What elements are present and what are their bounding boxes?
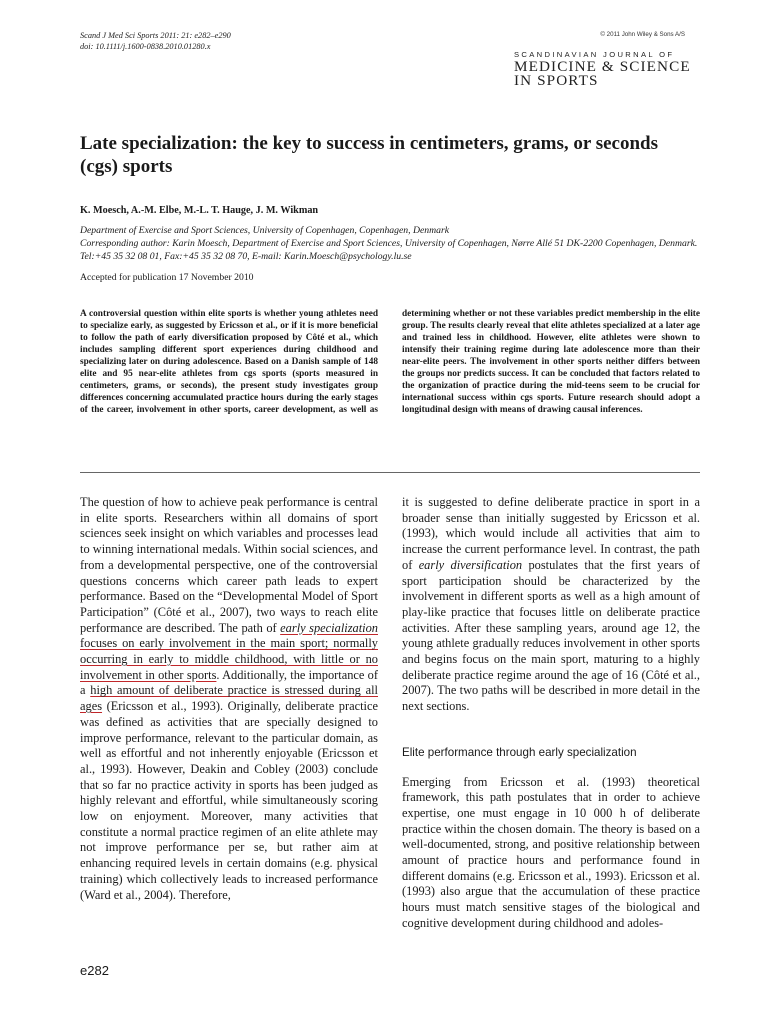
abstract: A controversial question within elite sports is whether young athletes need to specialize early, as suggested by Ericsson et al., or if it is more beneficial to follow the path of early diversification proposed by Côté et al., which includes sampling different sport experiences during childhood and specializing later on during adolescence. Based on a Danish sample of 148 elite and 95 near-elite athletes from cgs sports (sports measured in centimeters, grams, or seconds), the present study investigates group differences concerning accumulated practice hours during the early stages of the career, involvement in other sports, career development, as well as determining whether or not these variables predict membership in the elite group. The results clearly reveal that elite athletes specialized at a later age and trained less in childhood. However, elite athletes were shown to intensify their training regime during late adolescence more than their near-elite peers. The involvement in other sports neither differs between the groups nor predicts success. It can be concluded that factors related to the organization of practice during the mid-teens seem to be crucial for international success within cgs sports. Future research should adopt a longitudinal design with means of drawing causal inferences. — [80, 309, 700, 415]
accepted-date: Accepted for publication 17 November 2010 — [80, 272, 254, 283]
underlined-passage: focuses on early involvement in the main sport; normally occurring in early to middle childhood, with little or no involvement in other sports — [80, 636, 378, 682]
doi: doi: 10.1111/j.1600-0838.2010.01280.x — [80, 42, 211, 51]
body-column-left — [80, 495, 378, 903]
intro-paragraph — [80, 495, 378, 903]
underlined-term: early specialization — [280, 620, 378, 635]
journal-logo-line1: SCANDINAVIAN JOURNAL OF — [514, 50, 675, 59]
text-run: . Additionally, the importance of a — [80, 667, 378, 698]
journal-reference: Scand J Med Sci Sports 2011: 21: e282–e290 — [80, 31, 231, 40]
abstract-divider — [80, 472, 700, 473]
journal-logo-line3: IN SPORTS — [514, 72, 599, 89]
running-header — [80, 30, 231, 52]
copyright: © 2011 John Wiley & Sons A/S — [600, 31, 685, 38]
text-run: it is suggested to define deliberate practice in sport in a broader sense than initially suggested by Ericsson et al. (1993), which would include all activities that aim to increase the current performance level. In contrast, the path of — [402, 495, 700, 572]
affiliation-block — [80, 224, 700, 263]
page-number: e282 — [80, 963, 109, 978]
article-title: Late specialization: the key to success in centimeters, grams, or seconds (cgs) sports — [80, 133, 658, 177]
authors: K. Moesch, A.-M. Elbe, M.-L. T. Hauge, J. M. Wikman — [80, 205, 319, 216]
text-run: (Ericsson et al., 1993). Originally, deliberate practice was defined as activities that are specially designed to improve performance, relevant to the particular domain, as well as effortful and not inherently enjoyable (Ericsson et al., 1993). However, Deakin and Cobley (2003) conclude that so far no practice activity in sports has been judged as highly relevant and effortful, while simultaneously scoring low on enjoyment. Moreover, many activities that constitute a normal practice regimen of an elite athlete may not improve performance per se, but rather aim at enhancing required levels in certain domains (e.g. physical training) which collectively leads to increased performance (Ward et al., 2004). Therefore, — [80, 699, 378, 902]
text-run: The question of how to achieve peak performance is central in elite sports. Researchers within all domains of sport sciences seek insight on which variables and processes lead to winning international medals. Within social sciences, and from a developmental perspective, one of the controversial questions concerns which career path leads to expert performance. Based on the “Developmental Model of Sport Participation” (Côté et al., 2007), two ways to reach elite performance are described. The path of — [80, 495, 378, 635]
paragraph — [402, 495, 700, 715]
text-run: postulates that the first years of sport participation should be characterized by the involvement in different sports as well as a high amount of play-like practice that focuses little on deliberate practice activities. After these sampling years, around age 12, the young athlete gradually reduces involvement in other sports and begins focus on the main sport, maturing to a highly deliberate practice regime around the age of 16 (Côté et al., 2007). The two paths will be described in more detail in the next sections. — [402, 557, 700, 714]
italic-term: early diversification — [418, 557, 523, 572]
section-heading: Elite performance through early specialization — [402, 745, 637, 759]
journal-logo-line2: MEDICINE & SCIENCE — [514, 58, 691, 75]
corresponding-author: Corresponding author: Karin Moesch, Department of Exercise and Sport Sciences, University of Copenhagen, Nørre Allé 51 DK-2200 Copenhagen, Denmark. Tel:+45 35 32 08 01, Fax:+45 35 32 08 70, E-mail: Karin.Moesch@psychology.lu.se — [80, 238, 698, 262]
underlined-passage: high amount of deliberate practice is stressed during all ages — [80, 683, 378, 714]
affiliation: Department of Exercise and Sport Sciences, University of Copenhagen, Copenhagen, Denmark — [80, 225, 450, 236]
journal-logo — [514, 50, 702, 88]
body-column-right — [402, 495, 700, 932]
paragraph: Emerging from Ericsson et al. (1993) theoretical framework, this path postulates that in order to achieve expertise, one must engage in 10 000 h of deliberate practice within the chosen domain. The theory is based on a well-documented, strong, and positive relationship between amount of practice hours and performance found in different domains (e.g. Ericsson et al., 1993). Ericsson et al. (1993) also argue that the accumulation of these practice hours must match sensitive stages of the biological and cognitive development during childhood and adoles- — [402, 774, 700, 930]
